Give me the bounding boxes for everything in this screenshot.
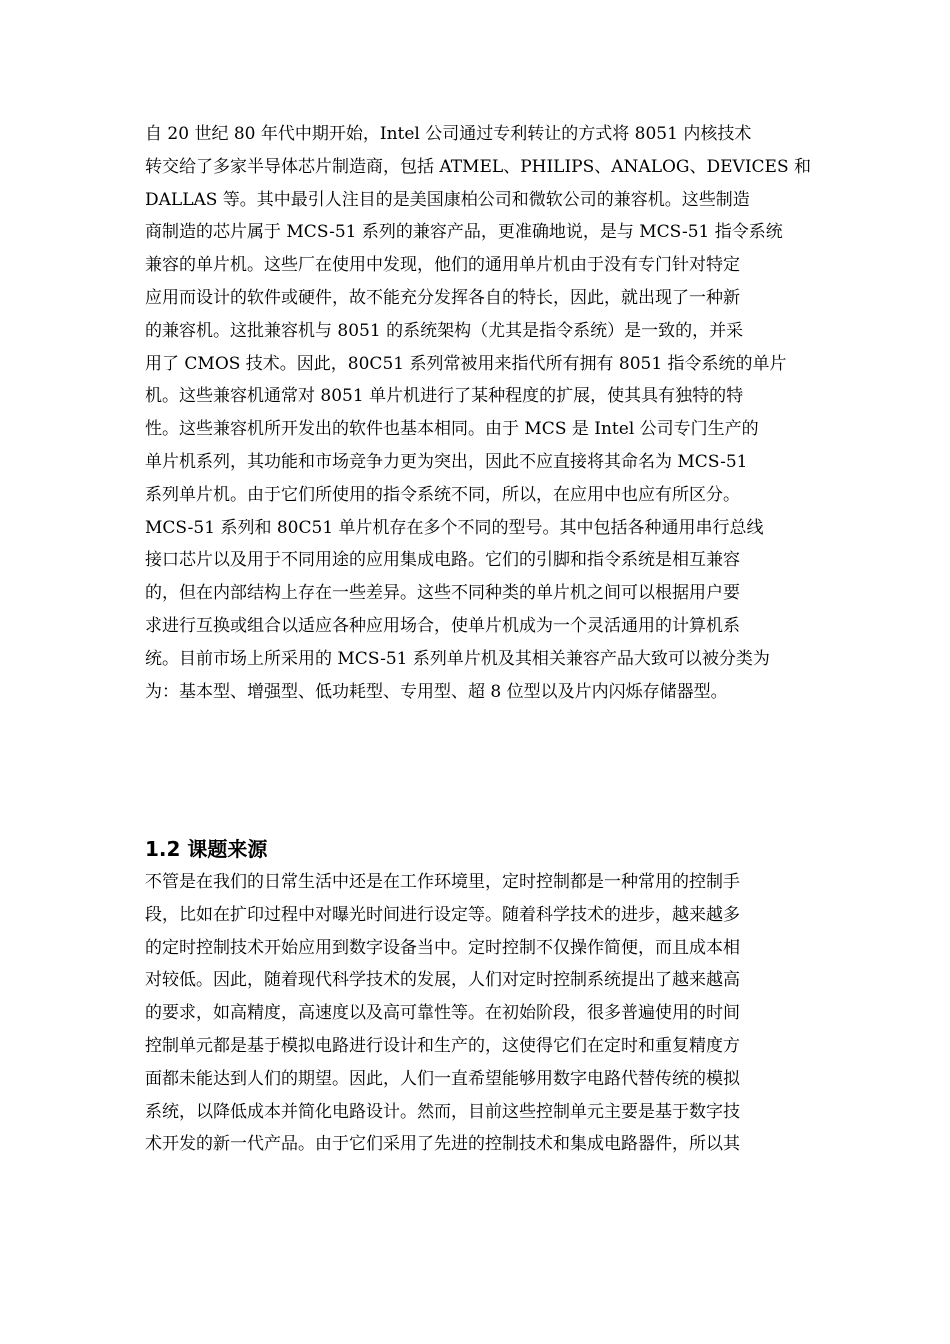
text-line: 术开发的新一代产品。由于它们采用了先进的控制技术和集成电路器件，所以其	[145, 1134, 740, 1155]
text-line: 机。这些兼容机通常对 8051 单片机进行了某种程度的扩展，使其具有独特的特	[145, 386, 744, 407]
text-line: 的要求，如高精度，高速度以及高可靠性等。在初始阶段，很多普遍使用的时间	[145, 1003, 740, 1024]
text-line: 转交给了多家半导体芯片制造商，包括 ATMEL、PHILIPS、ANALOG、DEVICES 和	[145, 156, 811, 177]
text-line: 不管是在我们的日常生活中还是在工作环境里，定时控制都是一种常用的控制手	[145, 872, 740, 892]
text-line: 求进行互换或组合以适应各种应用场合，使单片机成为一个灵活通用的计算机系	[145, 615, 740, 636]
section-heading: 1.2 课题来源	[145, 837, 268, 861]
text-line: 的兼容机。这批兼容机与 8051 的系统架构（尤其是指令系统）是一致的，并采	[145, 320, 744, 341]
text-line: 系列单片机。由于它们所使用的指令系统不同，所以，在应用中也应有所区分。	[145, 484, 740, 505]
text-line: 自 20 世纪 80 年代中期开始，Intel 公司通过专利转让的方式将 8051 内核技术	[145, 124, 752, 144]
text-line: 兼容的单片机。这些厂在使用中发现，他们的通用单片机由于没有专门针对特定	[145, 255, 740, 276]
text-line: DALLAS 等。其中最引人注目的是美国康柏公司和微软公司的兼容机。这些制造	[145, 189, 750, 210]
text-line: 对较低。因此，随着现代科学技术的发展，人们对定时控制系统提出了越来越高	[145, 970, 740, 991]
text-line: 性。这些兼容机所开发出的软件也基本相同。由于 MCS 是 Intel 公司专门生产的	[145, 419, 759, 440]
section-1-1-body	[145, 118, 815, 708]
text-line: 商制造的芯片属于 MCS-51 系列的兼容产品，更准确地说，是与 MCS-51 指令系统	[145, 222, 783, 243]
text-line: 单片机系列，其功能和市场竞争力更为突出，因此不应直接将其命名为 MCS-51	[145, 451, 748, 472]
text-line: 接口芯片以及用于不同用途的应用集成电路。它们的引脚和指令系统是相互兼容	[145, 550, 740, 571]
text-line: 控制单元都是基于模拟电路进行设计和生产的，这使得它们在定时和重复精度方	[145, 1035, 740, 1056]
text-line: 的定时控制技术开始应用到数字设备当中。定时控制不仅操作简便，而且成本相	[145, 937, 740, 958]
text-line: MCS-51 系列和 80C51 单片机存在多个不同的型号。其中包括各种通用串行总线	[145, 517, 764, 538]
section-1-2-body	[145, 866, 815, 1161]
text-line: 面都未能达到人们的期望。因此，人们一直希望能够用数字电路代替传统的模拟	[145, 1068, 740, 1089]
text-line: 段，比如在扩印过程中对曝光时间进行设定等。随着科学技术的进步，越来越多	[145, 904, 740, 925]
text-line: 应用而设计的软件或硬件，故不能充分发挥各自的特长，因此，就出现了一种新	[145, 287, 740, 308]
text-line: 为：基本型、增强型、低功耗型、专用型、超 8 位型以及片内闪烁存储器型。	[145, 681, 728, 702]
text-line: 统。目前市场上所采用的 MCS-51 系列单片机及其相关兼容产品大致可以被分类为	[145, 648, 770, 669]
text-line: 用了 CMOS 技术。因此，80C51 系列常被用来指代所有拥有 8051 指令系统的单片	[145, 353, 787, 374]
text-line: 的，但在内部结构上存在一些差异。这些不同种类的单片机之间可以根据用户要	[145, 583, 740, 604]
text-line: 系统，以降低成本并简化电路设计。然而，目前这些控制单元主要是基于数字技	[145, 1101, 740, 1122]
